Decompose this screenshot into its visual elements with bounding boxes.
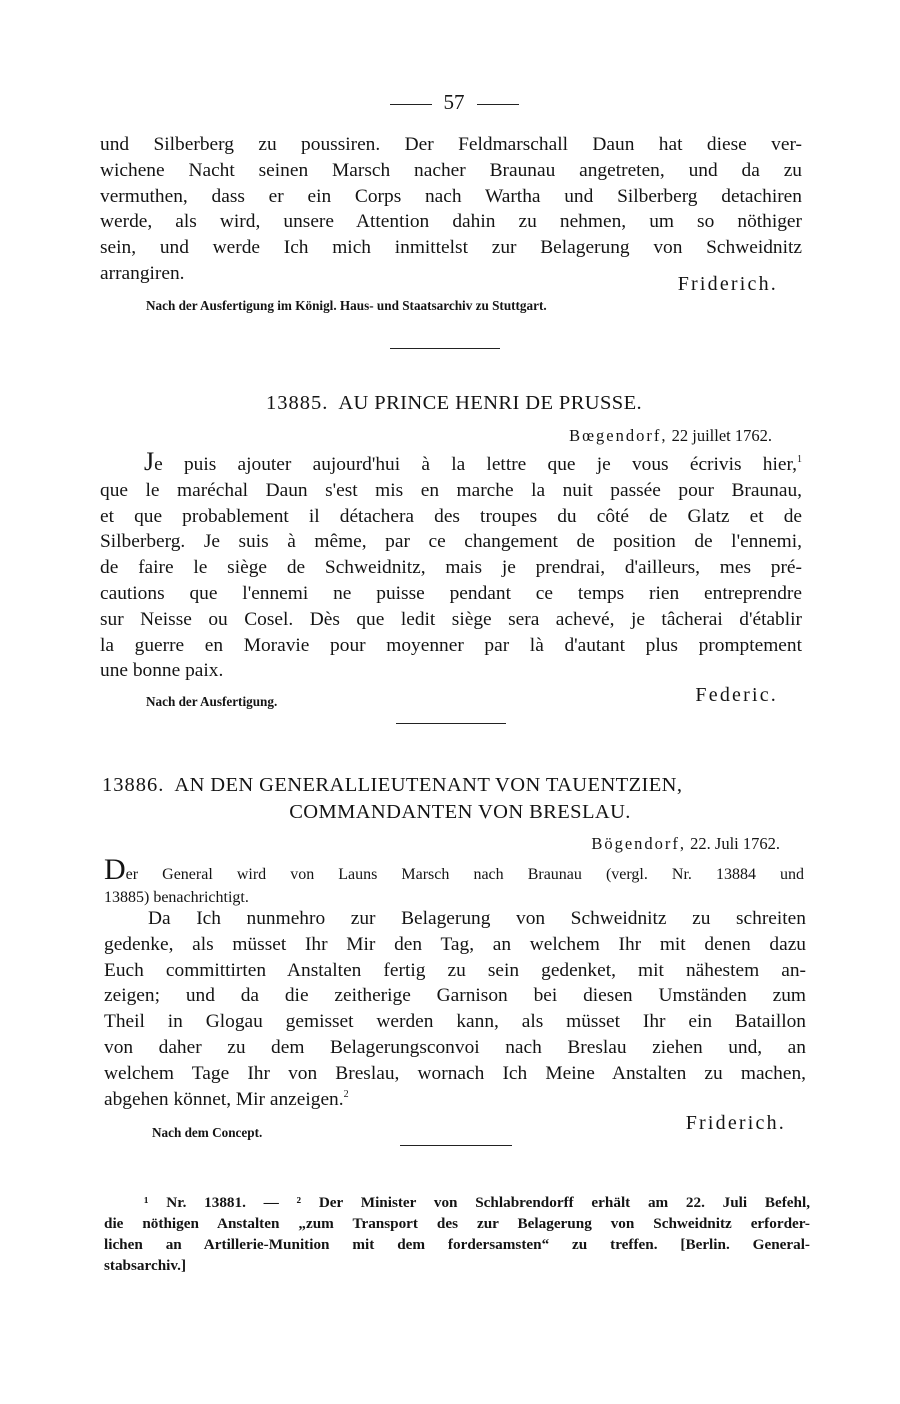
text-line: que le maréchal Daun s'est mis en marche la nuit passée pour Braunau,	[100, 479, 802, 501]
section-divider	[390, 348, 500, 349]
letter-number: 13885.	[265, 392, 329, 414]
text-line: arrangiren.	[100, 262, 185, 284]
place: Bögendorf,	[591, 834, 687, 853]
text-line: sein, und werde Ich mich inmittelst zur Belagerung von Schweidnitz	[100, 237, 802, 259]
text-line: Euch committirten Anstalten fertig zu sein gedenket, mit nähestem an-	[104, 959, 806, 981]
text-line: Silberberg. Je suis à même, par ce changement de position de l'ennemi,	[100, 531, 802, 553]
text-fragment: er General wird von Launs Marsch nach Braunau (vergl. Nr. 13884 und	[125, 866, 804, 883]
footnotes	[104, 1192, 810, 1276]
footnote-line: stabsarchiv.]	[104, 1257, 186, 1274]
footnote-line: ¹ Nr. 13881. — ² Der Minister von Schlabrendorff erhält am 22. Juli Befehl,	[144, 1194, 810, 1211]
text-line: 13885) benachrichtigt.	[104, 889, 249, 906]
text-line: sur Neisse ou Cosel. Dès que ledit siège sera achevé, je tâcherai d'établir	[100, 608, 802, 630]
text-line: werde, als wird, unsere Attention dahin zu nehmen, um so nöthiger	[100, 211, 802, 233]
text-line: une bonne paix.	[100, 660, 224, 682]
footnote-line: lichen an Artillerie-Munition mit dem fordersamsten“ zu treffen. [Berlin. General-	[104, 1236, 810, 1253]
footnote-ref: 1	[797, 454, 802, 465]
source-note: Nach der Ausfertigung im Königl. Haus- und Staatsarchiv zu Stuttgart.	[146, 298, 547, 313]
letter-number: 13886.	[102, 774, 165, 796]
place: Bœgendorf,	[569, 426, 668, 445]
editorial-summary	[104, 853, 804, 909]
text-fragment: e puis ajouter aujourd'hui à la lettre que je vous écrivis hier,	[154, 454, 797, 475]
text-line: de faire le siège de Schweidnitz, mais je prendrai, d'ailleurs, mes pré-	[100, 557, 802, 579]
text-line: zeigen; und da die zeitherige Garnison bei diesen Umständen zum	[104, 985, 806, 1007]
text-line: et que probablement il détachera des troupes du côté de Glatz et de	[100, 505, 802, 527]
text-line: gedenke, als müsset Ihr Mir den Tag, an welchem Ihr mit denen dazu	[104, 933, 806, 955]
footnote-line: die nöthigen Anstalten „zum Transport des zur Belagerung von Schweidnitz erforder-	[104, 1215, 810, 1232]
place-date	[569, 426, 772, 446]
signature: Federic.	[695, 684, 778, 706]
letter-body-13886	[104, 906, 806, 1112]
footnote-ref: 2	[343, 1088, 349, 1100]
source-note: Nach dem Concept.	[152, 1125, 263, 1140]
place-date	[591, 834, 780, 854]
header-dash-right	[477, 104, 519, 105]
page-number: 57	[443, 90, 465, 114]
text-line: Da Ich nunmehro zur Belagerung von Schweidnitz zu schreiten	[148, 908, 806, 929]
signature: Friderich.	[677, 273, 778, 295]
section-divider	[396, 723, 506, 724]
text-line: la guerre en Moravie pour moyenner par là d'autant plus promptement	[100, 634, 802, 656]
letter-continuation-text	[100, 132, 802, 287]
text-line: cautions que l'ennemi ne puisse pendant ce temps rien entreprendre	[100, 582, 802, 604]
signature: Friderich.	[685, 1112, 786, 1134]
text-line: wichene Nacht seinen Marsch nacher Braunau angetreten, und da zu	[100, 159, 802, 181]
letter-addressee: AU PRINCE HENRI DE PRUSSE.	[338, 392, 643, 414]
letter-addressee: AN DEN GENERALLIEUTENANT VON TAUENTZIEN,	[174, 774, 683, 796]
text-line: und Silberberg zu poussiren. Der Feldmarschall Daun hat diese ver-	[100, 134, 802, 155]
text-line: Theil in Glogau gemisset werden kann, als müsset Ihr ein Bataillon	[104, 1011, 806, 1033]
text-line: welchem Tage Ihr von Breslau, wornach Ich Meine Anstalten zu machen,	[104, 1062, 806, 1084]
text-line	[100, 447, 802, 478]
text-line	[104, 853, 804, 886]
source-note: Nach der Ausfertigung.	[146, 694, 278, 709]
letter-heading	[100, 392, 808, 415]
page-header	[100, 90, 808, 115]
drop-letter: D	[104, 853, 126, 886]
document-page	[100, 0, 808, 1404]
text-line: von daher zu dem Belagerungsconvoi nach Breslau ziehen und, an	[104, 1036, 806, 1058]
section-divider	[400, 1145, 512, 1146]
text-line	[104, 1087, 806, 1113]
date: 22 juillet 1762.	[671, 426, 772, 445]
drop-letter: J	[144, 447, 155, 476]
letter-heading	[100, 774, 810, 797]
header-dash-left	[390, 104, 432, 105]
date: 22. Juli 1762.	[690, 834, 780, 853]
letter-body-13885	[100, 447, 802, 684]
text-line: vermuthen, dass er ein Corps nach Wartha und Silberberg detachiren	[100, 185, 802, 207]
letter-heading-line2: COMMANDANTEN VON BRESLAU.	[289, 801, 631, 823]
text-fragment: abgehen könnet, Mir anzeigen.	[104, 1088, 344, 1110]
